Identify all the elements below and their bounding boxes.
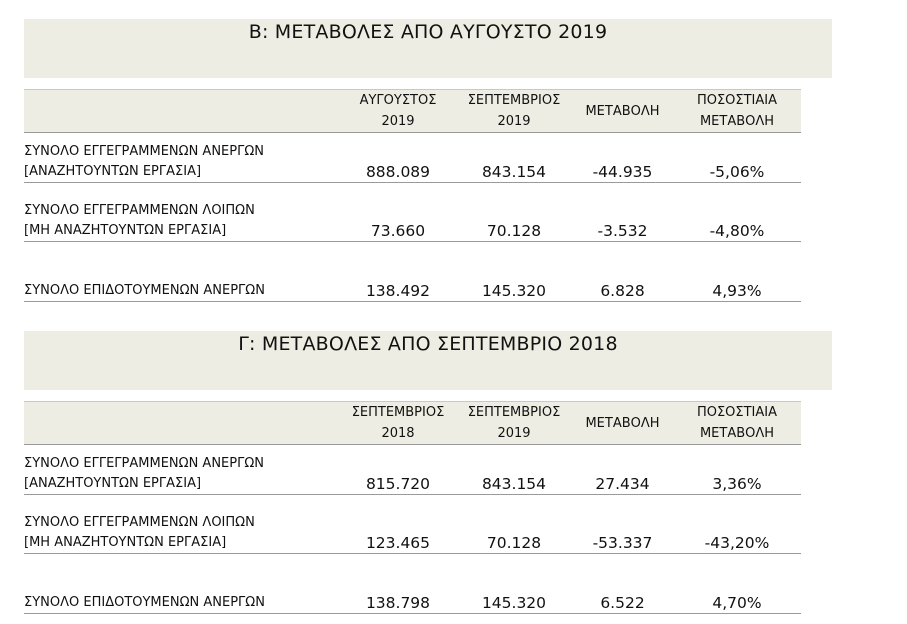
row-label: ΣΥΝΟΛΟ ΕΠΙΔΟΤΟΥΜΕΝΩΝ ΑΝΕΡΓΩΝ [24,554,340,614]
table-header-row [24,90,801,133]
table-row [24,554,801,614]
value-cell: 145.320 [456,242,572,302]
value-cell: -53.337 [572,495,673,554]
value-cell: -4,80% [673,183,801,242]
value-cell: 138.492 [340,242,456,302]
section-c [24,331,832,614]
value-cell: 3,36% [673,445,801,495]
column-header: ΜΕΤΑΒΟΛΗ [572,402,673,445]
column-header: ΣΕΠΤΕΜΒΡΙΟΣ 2019 [456,402,572,445]
section-title-bar [24,19,832,78]
value-cell: -43,20% [673,495,801,554]
data-table [24,89,801,302]
value-cell: -44.935 [572,133,673,183]
table-row [24,242,801,302]
row-label: ΣΥΝΟΛΟ ΕΓΓΕΓΡΑΜΜΕΝΩΝ ΛΟΙΠΩΝ [ΜΗ ΑΝΑΖΗΤΟΥΝΤΩΝ ΕΡΓΑΣΙΑ] [24,495,340,554]
table-row [24,183,801,242]
column-header: ΜΕΤΑΒΟΛΗ [572,90,673,133]
section-title: Β: ΜΕΤΑΒΟΛΕΣ ΑΠΟ ΑΥΓΟΥΣΤΟ 2019 [248,21,608,43]
column-header: ΑΥΓΟΥΣΤΟΣ 2019 [340,90,456,133]
value-cell: 70.128 [456,495,572,554]
table-row [24,495,801,554]
value-cell: 6.828 [572,242,673,302]
header-label-cell [24,402,340,445]
row-label: ΣΥΝΟΛΟ ΕΓΓΕΓΡΑΜΜΕΝΩΝ ΛΟΙΠΩΝ [ΜΗ ΑΝΑΖΗΤΟΥΝΤΩΝ ΕΡΓΑΣΙΑ] [24,183,340,242]
value-cell: 888.089 [340,133,456,183]
value-cell: 70.128 [456,183,572,242]
value-cell: 6.522 [572,554,673,614]
value-cell: -5,06% [673,133,801,183]
section-title-bar [24,331,832,390]
section-b [24,19,832,302]
row-label: ΣΥΝΟΛΟ ΕΓΓΕΓΡΑΜΜΕΝΩΝ ΑΝΕΡΓΩΝ [ΑΝΑΖΗΤΟΥΝΤΩΝ ΕΡΓΑΣΙΑ] [24,445,340,495]
data-table [24,401,801,614]
value-cell: 138.798 [340,554,456,614]
value-cell: 815.720 [340,445,456,495]
value-cell: 4,70% [673,554,801,614]
table-row [24,445,801,495]
value-cell: 843.154 [456,445,572,495]
value-cell: 843.154 [456,133,572,183]
table-row [24,133,801,183]
value-cell: 123.465 [340,495,456,554]
value-cell: -3.532 [572,183,673,242]
value-cell: 4,93% [673,242,801,302]
column-header: ΠΟΣΟΣΤΙΑΙΑ ΜΕΤΑΒΟΛΗ [673,402,801,445]
value-cell: 27.434 [572,445,673,495]
column-header: ΠΟΣΟΣΤΙΑΙΑ ΜΕΤΑΒΟΛΗ [673,90,801,133]
value-cell: 145.320 [456,554,572,614]
row-label: ΣΥΝΟΛΟ ΕΓΓΕΓΡΑΜΜΕΝΩΝ ΑΝΕΡΓΩΝ [ΑΝΑΖΗΤΟΥΝΤΩΝ ΕΡΓΑΣΙΑ] [24,133,340,183]
row-label: ΣΥΝΟΛΟ ΕΠΙΔΟΤΟΥΜΕΝΩΝ ΑΝΕΡΓΩΝ [24,242,340,302]
column-header: ΣΕΠΤΕΜΒΡΙΟΣ 2019 [456,90,572,133]
column-header: ΣΕΠΤΕΜΒΡΙΟΣ 2018 [340,402,456,445]
value-cell: 73.660 [340,183,456,242]
header-label-cell [24,90,340,133]
section-title: Γ: ΜΕΤΑΒΟΛΕΣ ΑΠΟ ΣΕΠΤΕΜΒΡΙΟ 2018 [238,333,618,355]
table-header-row [24,402,801,445]
